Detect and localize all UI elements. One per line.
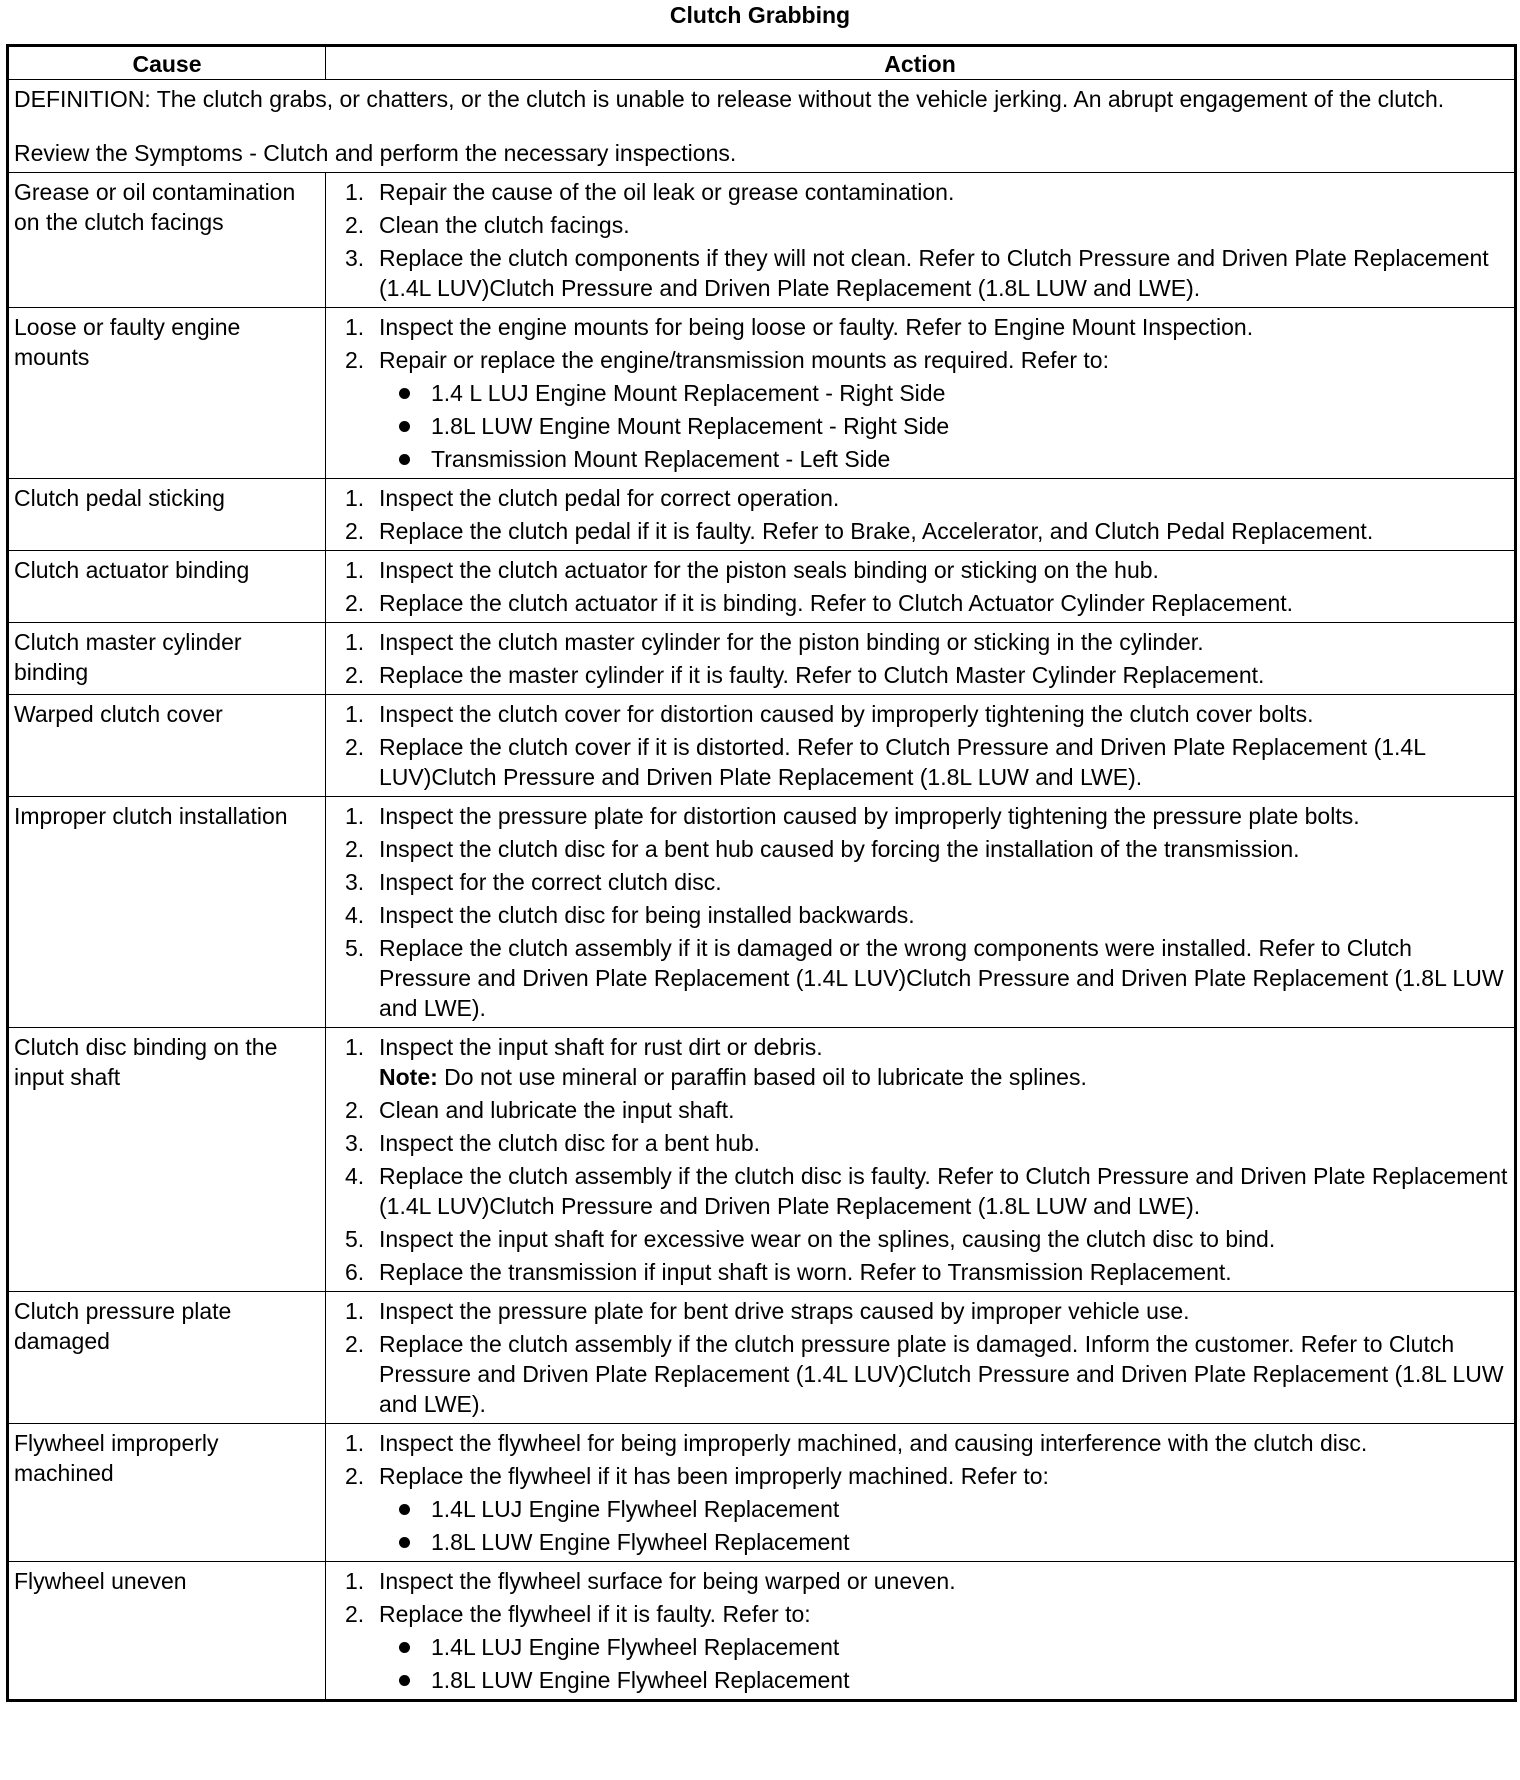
cause-cell: Clutch master cylinder binding (8, 623, 326, 695)
action-step (331, 1428, 1508, 1458)
cause-cell: Improper clutch installation (8, 797, 326, 1028)
action-step (331, 660, 1508, 690)
step-number: 1. (345, 701, 365, 727)
action-step (331, 1161, 1508, 1221)
step-text: Replace the clutch components if they will not clean. Refer to Clutch Pressure and Driven Plate Replacement (1.4L LUV)Clutch Pressure and Driven Plate Replacement (1.8L LUW and LWE). (379, 245, 1489, 301)
step-number: 4. (345, 902, 365, 928)
table-header-row (8, 46, 1516, 80)
reference-item (379, 444, 1508, 474)
table-row (8, 1424, 1516, 1562)
reference-text: 1.4L LUJ Engine Flywheel Replacement (431, 1634, 840, 1660)
page-title: Clutch Grabbing (669, 2, 851, 28)
step-number: 5. (345, 935, 365, 961)
action-step (331, 699, 1508, 729)
step-number: 2. (345, 1097, 365, 1123)
table-row (8, 1562, 1516, 1701)
step-number: 1. (345, 485, 365, 511)
bullet-icon (399, 388, 410, 399)
definition-row (8, 80, 1516, 173)
cause-cell: Clutch pedal sticking (8, 479, 326, 551)
step-number: 1. (345, 803, 365, 829)
definition-cell (8, 80, 1516, 173)
step-number: 1. (345, 1568, 365, 1594)
step-text: Replace the clutch actuator if it is binding. Refer to Clutch Actuator Cylinder Replacement. (379, 590, 1294, 616)
step-text: Inspect the engine mounts for being loose or faulty. Refer to Engine Mount Inspection. (379, 314, 1254, 340)
action-cell (326, 1424, 1516, 1562)
step-text: Inspect the clutch master cylinder for the piston binding or sticking in the cylinder. (379, 629, 1204, 655)
reference-item (379, 378, 1508, 408)
bullet-icon (399, 421, 410, 432)
reference-text: 1.8L LUW Engine Flywheel Replacement (431, 1667, 850, 1693)
reference-text: Transmission Mount Replacement - Left Side (431, 446, 891, 472)
action-steps-list (331, 627, 1508, 690)
action-step (331, 1257, 1508, 1287)
step-text: Replace the clutch assembly if it is damaged or the wrong components were installed. Refer to Clutch Pressure and Driven Plate Replacement (1.4L LUV)Clutch Pressure and Driven Plate Replacement (1.8L LUW and LWE). (379, 935, 1504, 1021)
action-cell (326, 695, 1516, 797)
action-cell (326, 797, 1516, 1028)
action-step (331, 1566, 1508, 1596)
reference-item (379, 1494, 1508, 1524)
table-row (8, 695, 1516, 797)
step-number: 1. (345, 1298, 365, 1324)
action-cell (326, 308, 1516, 479)
reference-text: 1.8L LUW Engine Mount Replacement - Right Side (431, 413, 950, 439)
note-label: Note: (379, 1064, 438, 1090)
step-number: 2. (345, 836, 365, 862)
step-text: Repair the cause of the oil leak or grease contamination. (379, 179, 955, 205)
action-step (331, 933, 1508, 1023)
table-row (8, 551, 1516, 623)
step-number: 2. (345, 662, 365, 688)
cause-cell: Loose or faulty engine mounts (8, 308, 326, 479)
definition-text: DEFINITION: The clutch grabs, or chatters, or the clutch is unable to release without the vehicle jerking. An abrupt engagement of the clutch. (14, 86, 1445, 112)
reference-text: 1.8L LUW Engine Flywheel Replacement (431, 1529, 850, 1555)
step-text: Replace the flywheel if it is faulty. Refer to: (379, 1601, 811, 1627)
bullet-icon (399, 1642, 410, 1653)
step-text: Inspect the pressure plate for bent drive straps caused by improper vehicle use. (379, 1298, 1190, 1324)
action-step (331, 1599, 1508, 1695)
step-text: Inspect the clutch actuator for the piston seals binding or sticking on the hub. (379, 557, 1159, 583)
step-number: 2. (345, 347, 365, 373)
step-number: 3. (345, 869, 365, 895)
step-note (379, 1062, 1508, 1092)
reference-list (379, 378, 1508, 474)
step-text: Inspect for the correct clutch disc. (379, 869, 722, 895)
step-text: Replace the clutch assembly if the clutch disc is faulty. Refer to Clutch Pressure and Driven Plate Replacement (1.4L LUV)Clutch Pressure and Driven Plate Replacement (1.8L LUW and LWE). (379, 1163, 1508, 1219)
action-cell (326, 1562, 1516, 1701)
step-text: Replace the flywheel if it has been improperly machined. Refer to: (379, 1463, 1049, 1489)
action-step (331, 867, 1508, 897)
step-number: 6. (345, 1259, 365, 1285)
action-step (331, 177, 1508, 207)
action-step (331, 1032, 1508, 1092)
reference-text: 1.4 L LUJ Engine Mount Replacement - Right Side (431, 380, 946, 406)
table-row (8, 1292, 1516, 1424)
step-text: Replace the clutch cover if it is distorted. Refer to Clutch Pressure and Driven Plate Replacement (1.4L LUV)Clutch Pressure and Driven Plate Replacement (1.8L LUW and LWE). (379, 734, 1426, 790)
step-number: 3. (345, 245, 365, 271)
reference-item (379, 1632, 1508, 1662)
step-number: 1. (345, 557, 365, 583)
diagnostic-table (6, 44, 1517, 1702)
step-number: 4. (345, 1163, 365, 1189)
action-steps-list (331, 699, 1508, 792)
bullet-icon (399, 1504, 410, 1515)
step-text: Inspect the clutch disc for a bent hub caused by forcing the installation of the transmission. (379, 836, 1300, 862)
note-text: Do not use mineral or paraffin based oil to lubricate the splines. (437, 1064, 1087, 1090)
bullet-icon (399, 1675, 410, 1686)
step-text: Inspect the clutch disc for a bent hub. (379, 1130, 761, 1156)
table-row (8, 623, 1516, 695)
step-text: Replace the clutch pedal if it is faulty. Refer to Brake, Accelerator, and Clutch Pedal Replacement. (379, 518, 1374, 544)
action-steps-list (331, 177, 1508, 303)
cause-cell: Warped clutch cover (8, 695, 326, 797)
step-text: Replace the master cylinder if it is faulty. Refer to Clutch Master Cylinder Replacement. (379, 662, 1265, 688)
step-text: Inspect the clutch pedal for correct operation. (379, 485, 840, 511)
action-step (331, 1329, 1508, 1419)
step-number: 2. (345, 590, 365, 616)
cause-cell: Clutch pressure plate damaged (8, 1292, 326, 1424)
action-steps-list (331, 801, 1508, 1023)
action-step (331, 588, 1508, 618)
action-step (331, 210, 1508, 240)
table-row (8, 797, 1516, 1028)
cause-cell: Clutch actuator binding (8, 551, 326, 623)
action-step (331, 312, 1508, 342)
table-row (8, 1028, 1516, 1292)
review-text: Review the Symptoms - Clutch and perform the necessary inspections. (14, 140, 737, 166)
action-step (331, 627, 1508, 657)
cause-cell: Clutch disc binding on the input shaft (8, 1028, 326, 1292)
action-step (331, 900, 1508, 930)
action-cell (326, 1028, 1516, 1292)
step-text: Replace the clutch assembly if the clutch pressure plate is damaged. Inform the customer. Refer to Clutch Pressure and Driven Plate Replacement (1.4L LUV)Clutch Pressure and Driven Plate Replacement (1.8L LUW and LWE). (379, 1331, 1504, 1417)
step-number: 1. (345, 1430, 365, 1456)
cause-cell: Grease or oil contamination on the clutch facings (8, 173, 326, 308)
action-steps-list (331, 312, 1508, 474)
step-number: 2. (345, 734, 365, 760)
step-number: 2. (345, 1463, 365, 1489)
action-step (331, 345, 1508, 474)
action-step (331, 516, 1508, 546)
action-step (331, 555, 1508, 585)
reference-text: 1.4L LUJ Engine Flywheel Replacement (431, 1496, 840, 1522)
step-number: 1. (345, 314, 365, 340)
action-step (331, 1461, 1508, 1557)
step-text: Replace the transmission if input shaft is worn. Refer to Transmission Replacement. (379, 1259, 1232, 1285)
bullet-icon (399, 1537, 410, 1548)
step-text: Clean and lubricate the input shaft. (379, 1097, 735, 1123)
step-number: 5. (345, 1226, 365, 1252)
step-text: Inspect the pressure plate for distortion caused by improperly tightening the pressure plate bolts. (379, 803, 1360, 829)
action-cell (326, 551, 1516, 623)
action-steps-list (331, 1566, 1508, 1695)
action-step (331, 1296, 1508, 1326)
cause-column-header: Cause (8, 46, 326, 80)
reference-item (379, 411, 1508, 441)
action-cell (326, 1292, 1516, 1424)
step-text: Inspect the clutch disc for being installed backwards. (379, 902, 915, 928)
step-number: 1. (345, 1034, 365, 1060)
action-step (331, 1095, 1508, 1125)
action-steps-list (331, 1032, 1508, 1287)
action-cell (326, 479, 1516, 551)
step-text: Inspect the input shaft for excessive wear on the splines, causing the clutch disc to bind. (379, 1226, 1276, 1252)
reference-list (379, 1494, 1508, 1557)
step-text: Inspect the flywheel for being improperly machined, and causing interference with the clutch disc. (379, 1430, 1368, 1456)
step-text: Inspect the flywheel surface for being warped or uneven. (379, 1568, 956, 1594)
step-text: Repair or replace the engine/transmission mounts as required. Refer to: (379, 347, 1109, 373)
bullet-icon (399, 454, 410, 465)
action-step (331, 1128, 1508, 1158)
action-step (331, 483, 1508, 513)
action-cell (326, 623, 1516, 695)
table-row (8, 308, 1516, 479)
step-number: 3. (345, 1130, 365, 1156)
table-row (8, 479, 1516, 551)
reference-item (379, 1665, 1508, 1695)
action-steps-list (331, 1428, 1508, 1557)
reference-item (379, 1527, 1508, 1557)
action-step (331, 1224, 1508, 1254)
reference-list (379, 1632, 1508, 1695)
step-number: 1. (345, 179, 365, 205)
cause-cell: Flywheel improperly machined (8, 1424, 326, 1562)
step-text: Inspect the clutch cover for distortion caused by improperly tightening the clutch cover bolts. (379, 701, 1314, 727)
action-step (331, 243, 1508, 303)
step-text: Inspect the input shaft for rust dirt or debris. (379, 1034, 823, 1060)
action-step (331, 801, 1508, 831)
step-text: Clean the clutch facings. (379, 212, 630, 238)
step-number: 1. (345, 629, 365, 655)
step-number: 2. (345, 1601, 365, 1627)
cause-cell: Flywheel uneven (8, 1562, 326, 1701)
action-step (331, 834, 1508, 864)
action-steps-list (331, 555, 1508, 618)
action-steps-list (331, 1296, 1508, 1419)
action-step (331, 732, 1508, 792)
action-cell (326, 173, 1516, 308)
action-column-header: Action (326, 46, 1516, 80)
action-steps-list (331, 483, 1508, 546)
step-number: 2. (345, 212, 365, 238)
step-number: 2. (345, 1331, 365, 1357)
table-row (8, 173, 1516, 308)
step-number: 2. (345, 518, 365, 544)
